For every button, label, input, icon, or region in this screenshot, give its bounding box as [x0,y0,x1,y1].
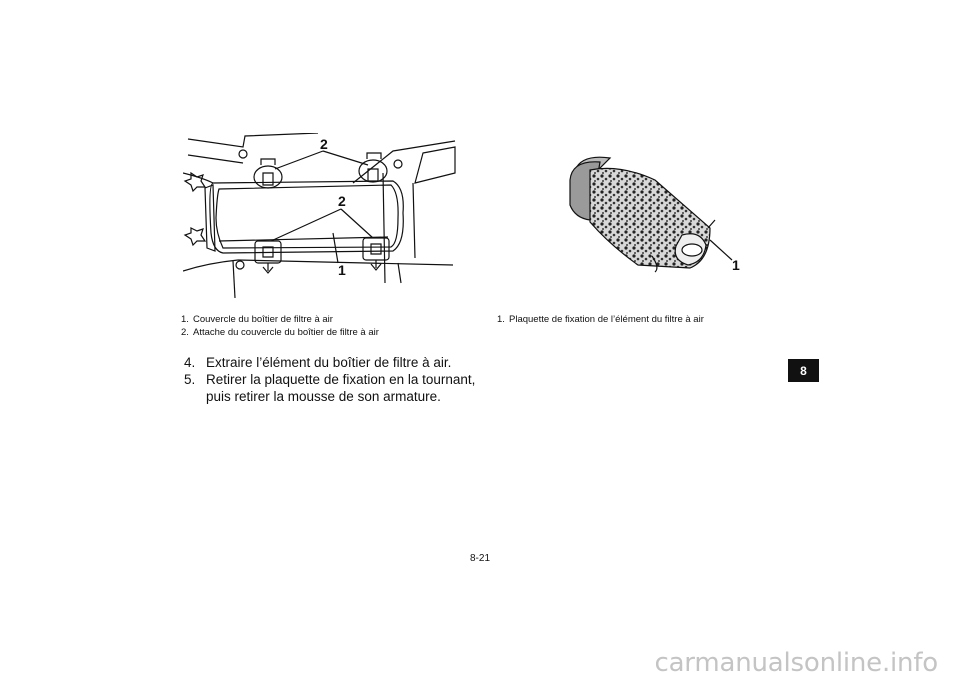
caption-text: Plaquette de fixation de l’élément du filtre à air [509,314,704,325]
caption-right-item [497,313,797,326]
callout-right-1: 1 [732,257,740,273]
callout-left-2-top: 2 [320,136,328,152]
caption-right [497,313,797,326]
caption-number: 2. [181,327,189,338]
callout-left-2-middle: 2 [338,193,346,209]
caption-number: 1. [497,314,505,325]
caption-text: Attache du couvercle du boîtier de filtre à air [193,327,379,338]
step-item [184,354,484,371]
step-item [184,371,484,388]
section-tab: 8 [788,359,819,382]
filter-element-illustration [560,150,740,280]
caption-left [181,313,481,339]
caption-text: Couvercle du boîtier de filtre à air [193,314,333,325]
air-filter-box-illustration [183,133,461,298]
caption-left-item [181,326,481,339]
step-text: Retirer la plaquette de fixation en la tournant, [206,372,476,387]
watermark-text: carmanualsonline.info [654,648,938,678]
step-number: 4. [184,355,196,370]
caption-left-item [181,313,481,326]
caption-number: 1. [181,314,189,325]
step-text-continuation: puis retirer la mousse de son armature. [206,389,441,404]
instruction-steps [184,354,484,405]
callout-left-1: 1 [338,262,346,278]
step-continuation [184,388,484,405]
step-text: Extraire l’élément du boîtier de filtre à air. [206,355,452,370]
step-number: 5. [184,372,196,387]
page-number: 8-21 [469,553,490,564]
